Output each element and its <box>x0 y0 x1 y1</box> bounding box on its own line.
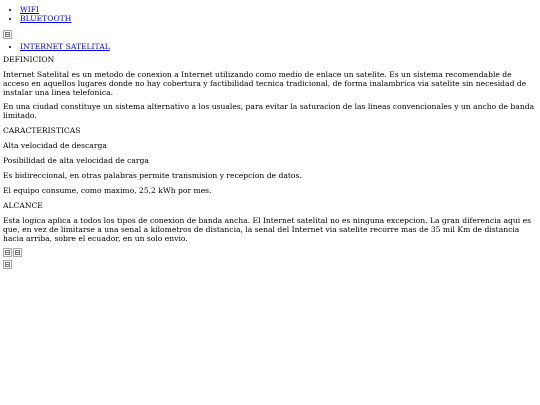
nav-item-internet-satelital <box>20 43 540 52</box>
caracteristica-item: Es bidireccional, en otras palabras permite transmision y recepcion de datos. <box>3 170 302 180</box>
caracteristica-item: Posibilidad de alta velocidad de carga <box>3 155 149 165</box>
definicion-paragraph-1: Internet Satelital es un metodo de conexion a Internet utilizando como medio de enlace un satelite. Es un sistema recomendable de acceso en aquellos lugares donde no hay cobertura y factibilidad tecnica tradicional, de forma inalambrica via satelite sin necesidad de instalar una linea telefonica. <box>3 69 527 97</box>
alcance-paragraph-1: Esta logica aplica a todos los tipos de conexion de banda ancha. El Internet satelital no es ninguna excepcion. La gran diferencia aqui es que, en vez de limitarse a una senal a kilometros de distancia, la senal del Internet via satelite recorre mas de 35 mil Km de distancia hacia arriba, sobre el ecuador, en un solo envio. <box>3 215 531 243</box>
image-row-1 <box>3 30 540 40</box>
nav-item-bluetooth <box>20 15 540 24</box>
alcance-heading: ALCANCE <box>3 200 43 210</box>
caracteristica-item: Alta velocidad de descarga <box>3 140 107 150</box>
broken-image-icon <box>3 260 12 269</box>
nav-list-top <box>3 6 540 23</box>
nav-item-wifi <box>20 6 540 15</box>
wifi-link[interactable]: WIFI <box>20 5 40 14</box>
bluetooth-link[interactable]: BLUETOOTH <box>20 13 72 23</box>
definicion-heading: DEFINICION <box>3 54 55 64</box>
internet-satelital-link[interactable]: INTERNET SATELITAL <box>20 42 110 51</box>
image-row-3 <box>3 260 540 270</box>
caracteristicas-heading: CARACTERISTICAS <box>3 125 81 135</box>
definicion-paragraph-2: En una ciudad constituye un sistema alternativo a los usuales, para evitar la saturacion de las lineas convencionales y un ancho de banda limitado. <box>3 101 535 120</box>
broken-image-icon <box>3 30 12 39</box>
broken-image-icon <box>3 248 12 257</box>
image-row-2 <box>3 248 540 258</box>
caracteristica-item: El equipo consume, como maximo, 25,2 kWh por mes. <box>3 185 212 195</box>
broken-image-icon <box>13 248 22 257</box>
page-body <box>3 6 540 270</box>
nav-list-bottom <box>3 43 540 52</box>
